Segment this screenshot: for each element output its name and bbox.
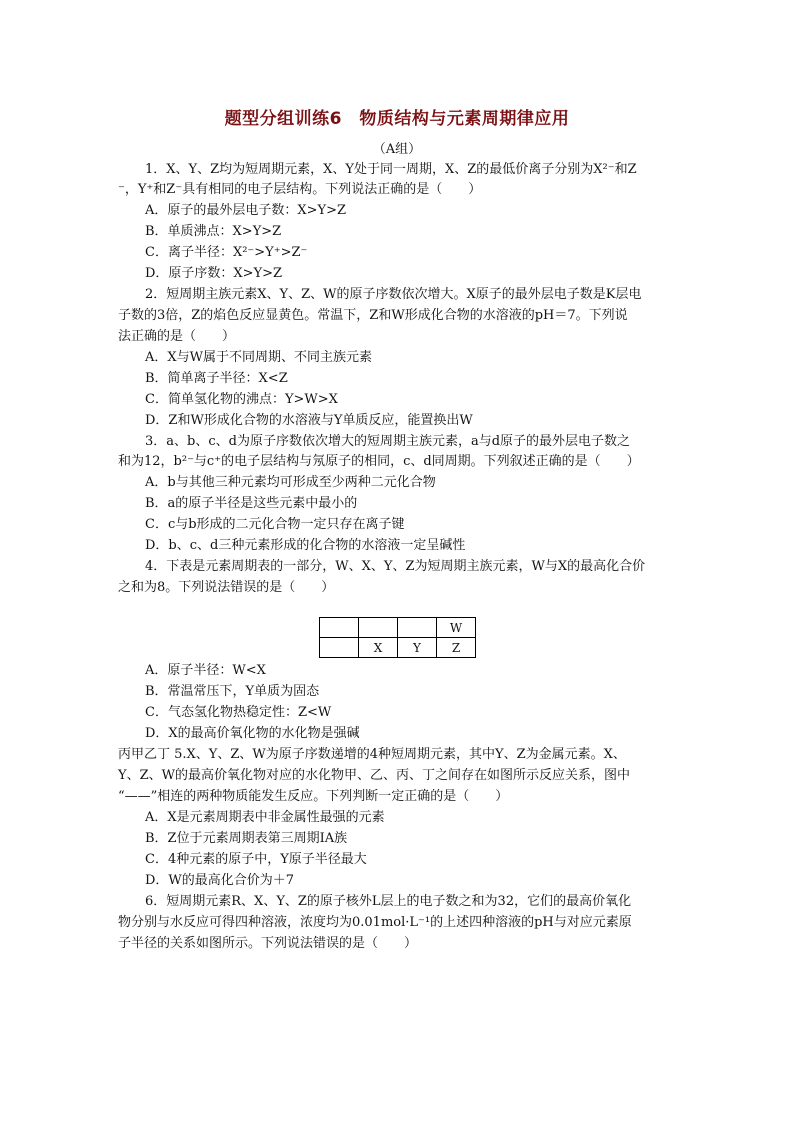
question-2-line-1: 2．短周期主族元素X、Y、Z、W的原子序数依次增大。X原子的最外层电子数是K层电: [145, 287, 642, 302]
question-5-option-d: D．W的最高化合价为＋7: [145, 873, 295, 888]
question-4-option-c: C．气态氢化物热稳定性：Z<W: [145, 705, 332, 720]
question-1-option-a: A．原子的最外层电子数：X>Y>Z: [145, 203, 347, 218]
question-5-option-b: B．Z位于元素周期表第三周期ⅠA族: [145, 831, 348, 846]
question-6-line-2: 物分别与水反应可得四种溶液，浓度均为0.01mol·L⁻¹的上述四种溶液的pH与对应元素原: [118, 915, 632, 930]
question-3-option-c: C．c与b形成的二元化合物一定只存在离子键: [145, 517, 405, 532]
question-2-option-b: B．简单离子半径：X<Z: [145, 371, 288, 386]
table-cell: W: [437, 618, 476, 638]
table-cell: X: [359, 638, 398, 658]
table-row: [320, 618, 476, 638]
question-4-option-d: D．X的最高价氧化物的水化物是强碱: [145, 726, 360, 741]
question-3-option-a: A．b与其他三种元素均可形成至少两种二元化合物: [145, 475, 436, 490]
question-5-line-2: Y、Z、W的最高价氧化物对应的水化物甲、乙、丙、丁之间存在如图所示反应关系，图中: [118, 768, 630, 783]
page-title: 题型分组训练6 物质结构与元素周期律应用: [224, 109, 570, 129]
periodic-table-fragment: [319, 617, 476, 658]
question-2-option-a: A．X与W属于不同周期、不同主族元素: [145, 350, 373, 365]
table-cell: [398, 618, 437, 638]
question-1-option-d: D．原子序数：X>Y>Z: [145, 266, 283, 281]
question-1-option-b: B．单质沸点：X>Y>Z: [145, 224, 282, 239]
question-4-option-a: A．原子半径：W<X: [145, 663, 266, 678]
question-1-option-c: C．离子半径：X²⁻>Y⁺>Z⁻: [145, 245, 308, 260]
question-2-line-3: 法正确的是（ ）: [118, 329, 236, 344]
question-2-option-d: D．Z和W形成化合物的水溶液与Y单质反应，能置换出W: [145, 413, 473, 428]
question-3-line-2: 和为12，b²⁻与c⁺的电子层结构与氖原子的相同，c、d同周期。下列叙述正确的是（ ）: [118, 454, 640, 469]
question-6-line-3: 子半径的关系如图所示。下列说法错误的是（ ）: [118, 936, 418, 951]
question-3-option-d: D．b、c、d三种元素形成的化合物的水溶液一定呈碱性: [145, 538, 466, 553]
question-2-line-2: 子数的3倍，Z的焰色反应显黄色。常温下，Z和W形成化合物的水溶液的pH＝7。下列说: [118, 308, 628, 323]
question-4-line-1: 4．下表是元素周期表的一部分，W、X、Y、Z为短周期主族元素，W与X的最高化合价: [145, 559, 646, 574]
question-5-option-a: A．X是元素周期表中非金属性最强的元素: [145, 810, 385, 825]
table-row: [320, 638, 476, 658]
group-label: （A组）: [372, 142, 422, 157]
table-cell: [359, 618, 398, 638]
question-5-line-1: 丙甲乙丁 5.X、Y、Z、W为原子序数递增的4种短周期元素，其中Y、Z为金属元素。X、: [118, 747, 626, 762]
question-4-line-2: 之和为8。下列说法错误的是（ ）: [118, 580, 335, 595]
table-cell: [320, 618, 359, 638]
question-1-line-1: 1．X、Y、Z均为短周期元素，X、Y处于同一周期，X、Z的最低价离子分别为X²⁻和Z: [145, 162, 637, 177]
question-6-line-1: 6．短周期元素R、X、Y、Z的原子核外L层上的电子数之和为32，它们的最高价氧化: [145, 894, 632, 909]
table-cell: [320, 638, 359, 658]
question-5-option-c: C．4种元素的原子中，Y原子半径最大: [145, 852, 367, 867]
question-2-option-c: C．简单氢化物的沸点：Y>W>X: [145, 392, 338, 407]
table-cell: Z: [437, 638, 476, 658]
table-cell: Y: [398, 638, 437, 658]
question-3-option-b: B．a的原子半径是这些元素中最小的: [145, 496, 358, 511]
question-3-line-1: 3．a、b、c、d为原子序数依次增大的短周期主族元素，a与d原子的最外层电子数之: [145, 434, 631, 449]
question-5-line-3: “——”相连的两种物质能发生反应。下列判断一定正确的是（ ）: [118, 789, 509, 804]
question-1-line-2: ⁻，Y⁺和Z⁻具有相同的电子层结构。下列说法正确的是（ ）: [118, 182, 482, 197]
question-4-option-b: B．常温常压下，Y单质为固态: [145, 684, 320, 699]
